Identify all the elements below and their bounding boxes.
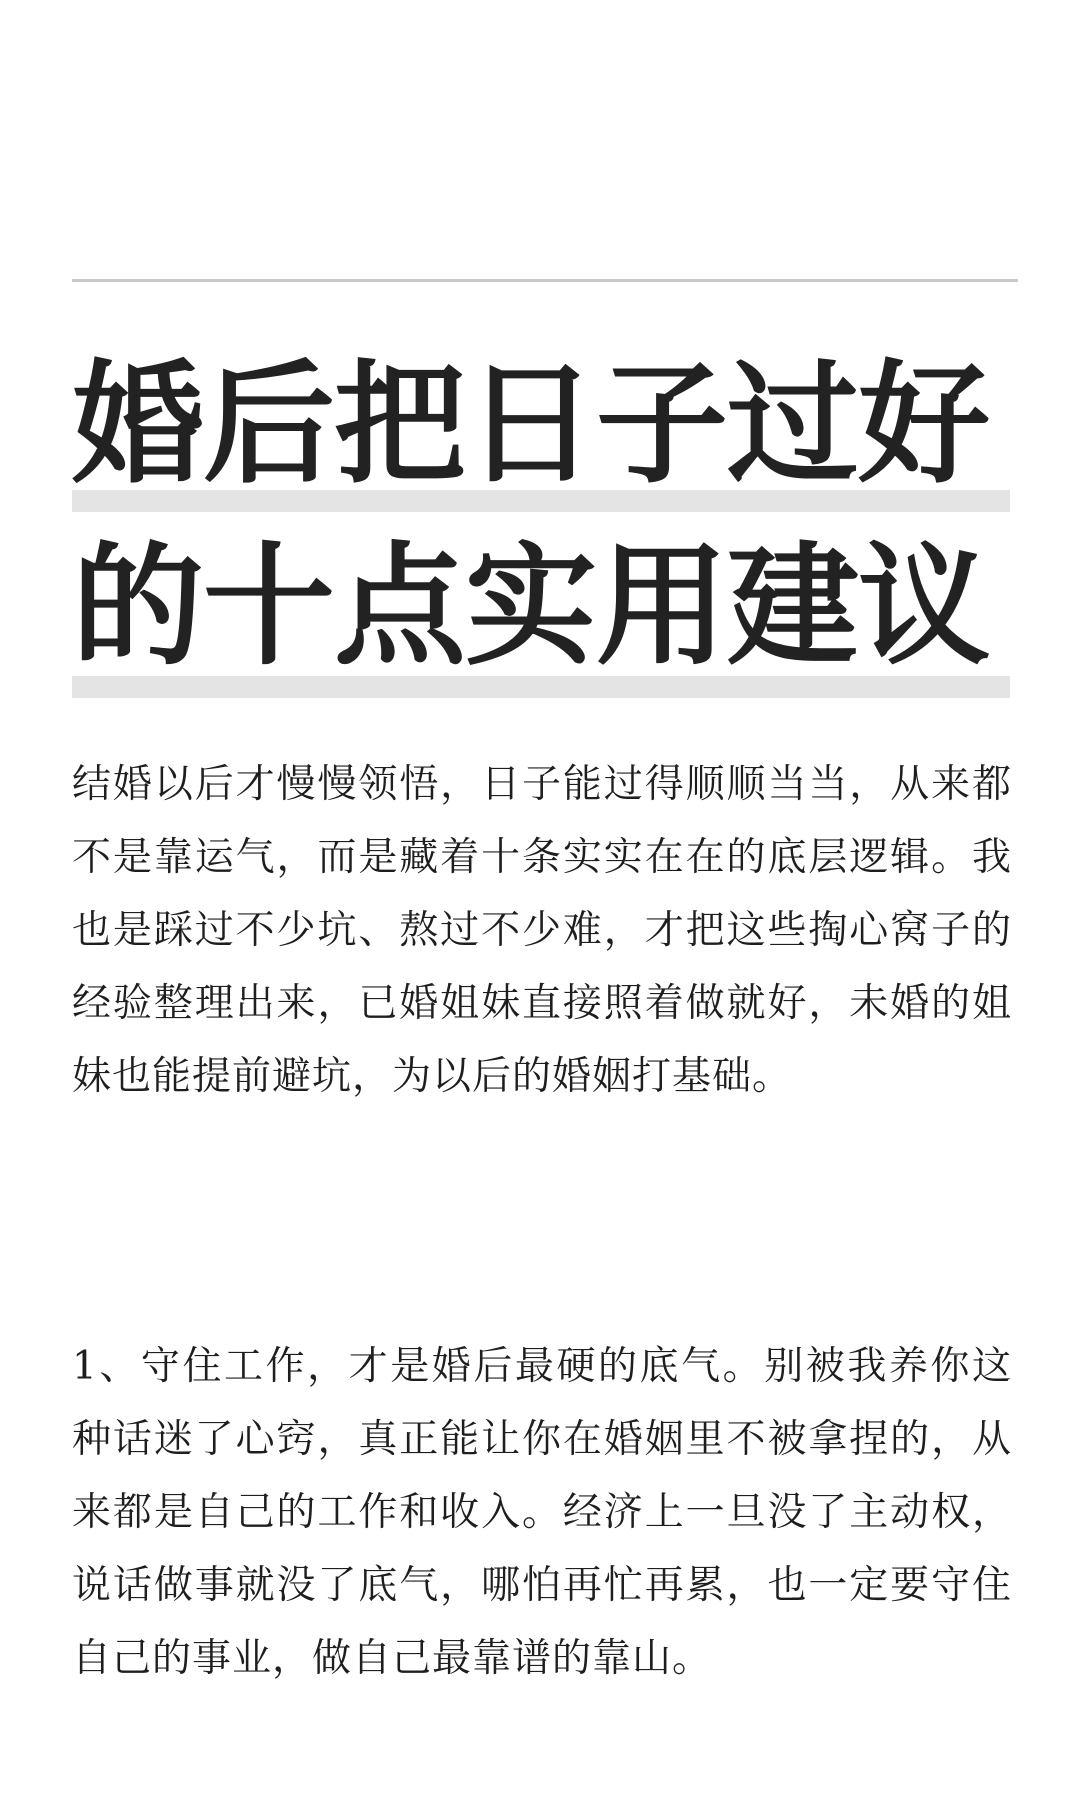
intro-paragraph: 结婚以后才慢慢领悟，日子能过得顺顺当当，从来都不是靠运气，而是藏着十条实实在在的底层逻辑。我也是踩过不少坑、熬过不少难，才把这些掏心窝子的经验整理出来，已婚姐妹直接照着做就好，未婚的姐妹也能提前避坑，为以后的婚姻打基础。 [72, 762, 1012, 1099]
title-text-2: 的十点实用建议 [72, 530, 989, 684]
tip-paragraph: 1、守住工作，才是婚后最硬的底气。别被我养你这种话迷了心窍，真正能让你在婚姻里不被拿捏的，从来都是自己的工作和收入。经济上一旦没了主动权，说话做事就没了底气，哪怕再忙再累，也一定要守住自己的事业，做自己最靠谱的靠山。 [72, 1344, 1012, 1681]
title-text-1: 婚后把日子过好 [72, 348, 989, 502]
article-title [72, 350, 1012, 714]
top-divider [72, 279, 1018, 282]
title-line-1 [72, 350, 1012, 532]
title-line-2 [72, 532, 1012, 714]
